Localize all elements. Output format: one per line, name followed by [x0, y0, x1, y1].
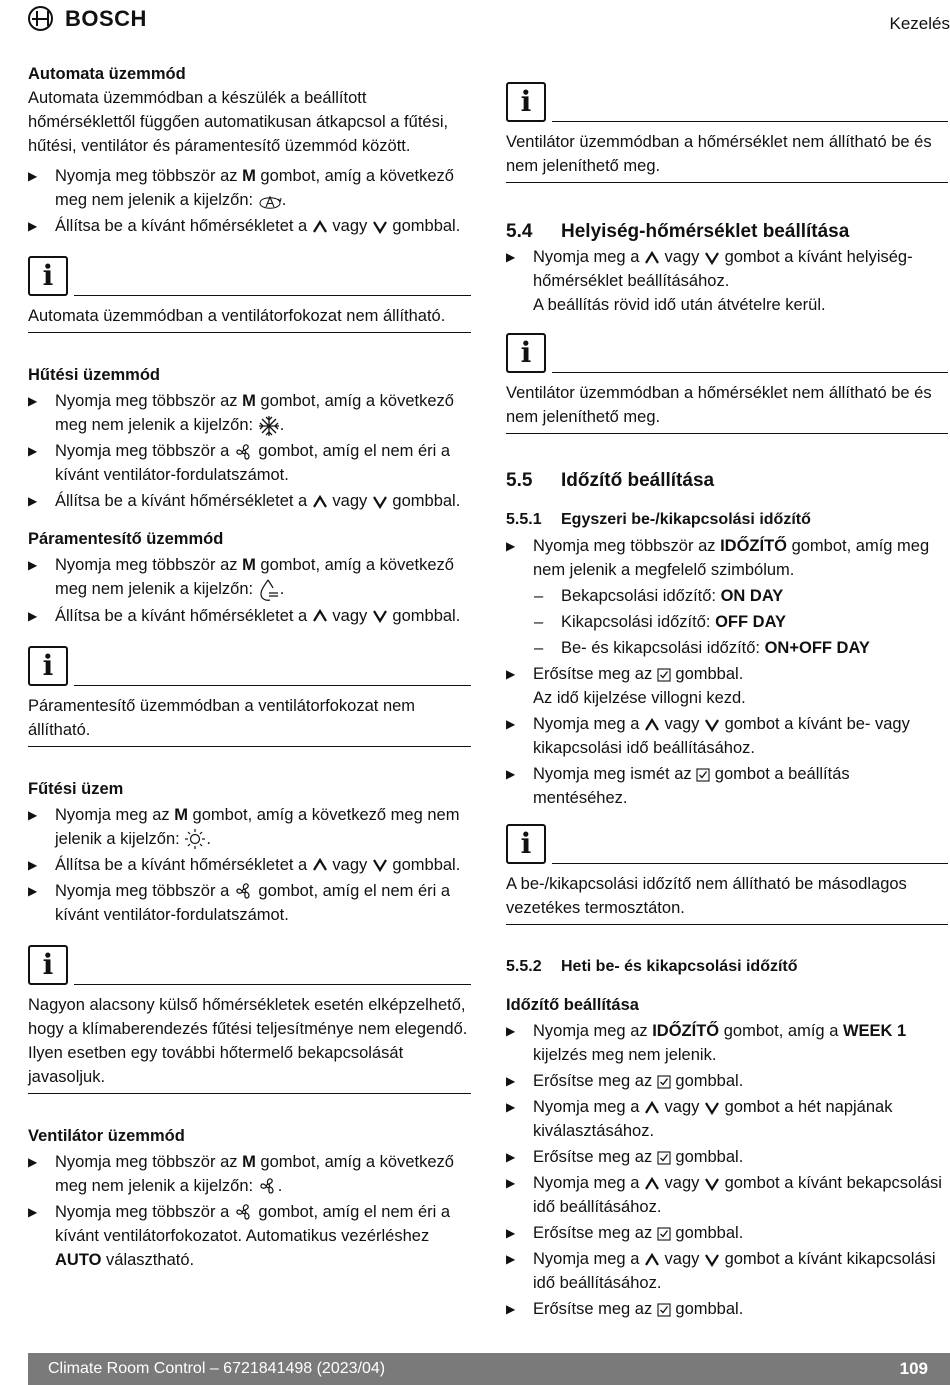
up-arrow-icon [644, 1100, 660, 1116]
heat-mode-heading: Fűtési üzem [28, 779, 124, 798]
list-item: ▶ Nyomja meg a vagy gombot a kívánt be- vagy kikapcsolási idő beállításához. [506, 712, 948, 760]
note-text: Páramentesítő üzemmódban a ventilátorfokozat nem állítható. [28, 686, 471, 747]
list-item: ▶ Nyomja meg ismét az gombot a beállítás mentéséhez. [506, 762, 948, 810]
auto-mode-heading: Automata üzemmód [28, 65, 186, 83]
confirm-icon [657, 1075, 671, 1089]
note-text: Automata üzemmódban a ventilátorfokozat nem állítható. [28, 296, 471, 333]
list-item: ▶ Nyomja meg az IDŐZÍTŐ gombot, amíg a WEEK 1 kijelzés meg nem jelenik. [506, 1019, 948, 1067]
list-item: ▶ Nyomja meg többször a gombot, amíg el nem éri a kívánt ventilátor-fordulatszámot. [28, 879, 471, 927]
info-note [28, 640, 471, 747]
bosch-armature-icon [28, 6, 53, 31]
info-note [28, 939, 471, 1094]
auto-mode-section [28, 62, 471, 333]
subsection-heading: 5.5.1 Egyszeri be-/kikapcsolási időzítő [506, 511, 811, 528]
list-item: – Be- és kikapcsolási időzítő: ON+OFF DAY [506, 636, 948, 660]
list-item: ▶ Nyomja meg többször az M gombot, amíg a következő meg nem jelenik a kijelzőn: . [28, 553, 471, 602]
up-arrow-icon [312, 219, 328, 235]
note-text: Nagyon alacsony külső hőmérsékletek esetén elképzelhető, hogy a klímaberendezés fűtési teljesítménye nem elegendő. Ilyen esetben egy további hőtermelő bekapcsolását javasoljuk. [28, 985, 471, 1094]
list-item: ▶ Nyomja meg az M gombot, amíg a következő meg nem jelenik a kijelzőn: . [28, 803, 471, 851]
list-item: ▶ Nyomja meg többször a gombot, amíg el nem éri a kívánt ventilátor-fordulatszámot. [28, 439, 471, 487]
section-5-5-2 [506, 955, 948, 1321]
list-item: ▶ Nyomja meg többször az IDŐZÍTŐ gombot, amíg meg nem jelenik a megfelelő szimbólum. [506, 534, 948, 582]
up-arrow-icon [312, 857, 328, 873]
list-item: ▶ Nyomja meg a vagy gombot a kívánt bekapcsolási idő beállításához. [506, 1171, 948, 1219]
up-arrow-icon [312, 494, 328, 510]
list-item: ▶ Erősítse meg az gombbal. [506, 1297, 948, 1321]
info-note [506, 327, 948, 434]
cool-mode-heading: Hűtési üzemmód [28, 366, 161, 384]
dehumidify-icon [258, 578, 280, 602]
bosch-logo [28, 6, 147, 31]
up-arrow-icon [644, 717, 660, 733]
fan-icon [234, 1202, 254, 1222]
up-arrow-icon [644, 1176, 660, 1192]
list-item: ▶ Nyomja meg többször az M gombot, amíg a következő meg nem jelenik a kijelzőn: . [28, 164, 471, 212]
section-5-4 [506, 219, 948, 434]
note-text: Ventilátor üzemmódban a hőmérséklet nem állítható be és nem jeleníthető meg. [506, 122, 948, 183]
list-item: ▶ Erősítse meg az gombbal. [506, 662, 948, 686]
confirm-icon [657, 1227, 671, 1241]
auto-mode-icon [258, 191, 282, 211]
list-item: ▶ Erősítse meg az gombbal. [506, 1221, 948, 1245]
dry-mode-section [28, 527, 471, 747]
list-item: ▶ Nyomja meg a vagy gombot a kívánt helyiség-hőmérséklet beállításához. [506, 245, 948, 293]
info-icon: i [28, 945, 68, 985]
snowflake-icon [258, 415, 280, 437]
info-icon: i [506, 333, 546, 373]
down-arrow-icon [372, 857, 388, 873]
down-arrow-icon [704, 1100, 720, 1116]
fan-mode-section [28, 1124, 471, 1272]
section-heading: 5.4 Helyiség-hőmérséklet beállítása [506, 221, 850, 242]
heat-mode-section [28, 777, 471, 1094]
list-item: ▶ Állítsa be a kívánt hőmérsékletet a vagy gombbal. [28, 489, 471, 513]
note-text: A be-/kikapcsolási időzítő nem állítható be másodlagos vezetékes termosztáton. [506, 864, 948, 925]
confirm-icon [657, 1151, 671, 1165]
left-column [28, 62, 471, 1272]
list-item: ▶ Állítsa be a kívánt hőmérsékletet a vagy gombbal. [28, 853, 471, 877]
right-column [506, 76, 948, 1321]
list-item: ▶ Állítsa be a kívánt hőmérsékletet a vagy gombbal. [28, 604, 471, 628]
list-item: ▶ Nyomja meg többször a gombot, amíg el nem éri a kívánt ventilátorfokozatot. Automatikus vezérléshez AUTO választható. [28, 1200, 471, 1272]
page-footer [28, 1353, 950, 1385]
down-arrow-icon [372, 608, 388, 624]
info-icon: i [506, 824, 546, 864]
list-item: ▶ Nyomja meg többször az M gombot, amíg a következő meg nem jelenik a kijelzőn: . [28, 389, 471, 437]
info-icon: i [506, 82, 546, 122]
section-heading: 5.5 Időzítő beállítása [506, 470, 715, 491]
section-5-5-1 [506, 508, 948, 925]
up-arrow-icon [644, 1252, 660, 1268]
subsection-heading: 5.5.2 Heti be- és kikapcsolási időzítő [506, 958, 798, 975]
section-title: Kezelés [889, 14, 950, 33]
up-arrow-icon [312, 608, 328, 624]
confirm-icon [657, 1303, 671, 1317]
confirm-icon [657, 668, 671, 682]
down-arrow-icon [704, 717, 720, 733]
list-item: ▶ Nyomja meg a vagy gombot a hét napjának kiválasztásához. [506, 1095, 948, 1143]
info-icon: i [28, 646, 68, 686]
fan-mode-heading: Ventilátor üzemmód [28, 1126, 185, 1145]
down-arrow-icon [704, 1176, 720, 1192]
result-text: Az idő kijelzése villogni kezd. [533, 689, 746, 707]
list-item: ▶ Erősítse meg az gombbal. [506, 1069, 948, 1093]
list-item: – Kikapcsolási időzítő: OFF DAY [506, 610, 948, 634]
page-number: 109 [899, 1359, 928, 1378]
document-title: Climate Room Control – 6721841498 (2023/04) [48, 1360, 386, 1377]
page-header [28, 6, 950, 38]
down-arrow-icon [704, 1252, 720, 1268]
info-note [506, 818, 948, 925]
section-5-5 [506, 468, 948, 494]
timer-setup-heading: Időzítő beállítása [506, 996, 639, 1014]
list-item: ▶ Nyomja meg többször az M gombot, amíg a következő meg nem jelenik a kijelzőn: . [28, 1150, 471, 1198]
list-item: – Bekapcsolási időzítő: ON DAY [506, 584, 948, 608]
cool-mode-section [28, 363, 471, 513]
fan-icon [234, 881, 254, 901]
sun-icon [184, 828, 206, 850]
down-arrow-icon [372, 494, 388, 510]
auto-mode-intro: Automata üzemmódban a készülék a beállított hőmérséklettől függően automatikusan átkapcsol a fűtési, hűtési, ventilátor és páramentesítő üzemmód között. [28, 89, 449, 155]
up-arrow-icon [644, 250, 660, 266]
fan-icon [258, 1176, 278, 1196]
brand-name: BOSCH [65, 5, 147, 31]
info-icon: i [28, 256, 68, 296]
note-text: Ventilátor üzemmódban a hőmérséklet nem állítható be és nem jeleníthető meg. [506, 373, 948, 434]
down-arrow-icon [704, 250, 720, 266]
list-item: ▶ Nyomja meg a vagy gombot a kívánt kikapcsolási idő beállításához. [506, 1247, 948, 1295]
result-text: A beállítás rövid idő után átvételre kerül. [533, 296, 826, 314]
info-note [28, 250, 471, 333]
list-item: ▶ Erősítse meg az gombbal. [506, 1145, 948, 1169]
dry-mode-heading: Páramentesítő üzemmód [28, 530, 224, 548]
confirm-icon [696, 768, 710, 782]
fan-icon [234, 442, 254, 462]
down-arrow-icon [372, 219, 388, 235]
info-note [506, 76, 948, 183]
list-item: ▶ Állítsa be a kívánt hőmérsékletet a vagy gombbal. [28, 214, 471, 238]
